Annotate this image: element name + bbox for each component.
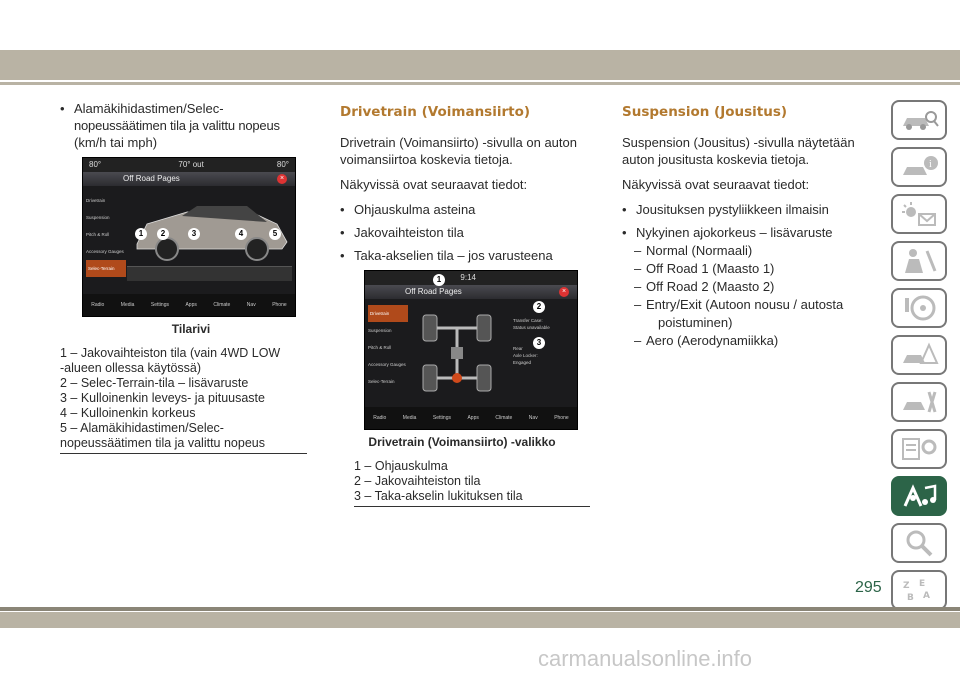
car-info-icon[interactable] (891, 147, 947, 187)
callout-1: 1 (433, 274, 445, 286)
car-warning-icon[interactable] (891, 335, 947, 375)
screen-nav-bar: Radio Media Settings Apps Climate Nav Phone (365, 407, 577, 429)
drivetrain-info: Transfer Case: Status unavailable Rear Axle Locker: Engaged (513, 318, 550, 365)
screen-title-bar: Off Road Pages × (365, 285, 577, 299)
callout-5: 5 (269, 228, 281, 240)
close-icon: × (559, 287, 569, 297)
figure-caption: Tilarivi (171, 322, 211, 336)
callout-3: 3 (188, 228, 200, 240)
sub-item: – Normal (Normaali) (622, 242, 890, 259)
close-icon: × (277, 174, 287, 184)
right-column (622, 100, 890, 350)
status-bar-screen-image (82, 157, 296, 317)
car-search-icon[interactable] (891, 100, 947, 140)
section-heading: Drivetrain (Voimansiirto) (340, 104, 531, 120)
warning-lights-icon[interactable] (891, 194, 947, 234)
svg-text:E: E (919, 579, 926, 589)
svg-text:i: i (929, 159, 932, 170)
index-icon[interactable] (891, 570, 947, 610)
drivetrain-diagram (415, 303, 505, 403)
screen-menu: Drivetrain Suspension Pitch & Roll Accessory Gauges Selec-Terrain (86, 192, 126, 277)
header-band (0, 50, 960, 80)
svg-text:A: A (923, 591, 930, 601)
paragraph: Drivetrain (Voimansiirto) -sivulla on auton voimansiirtoa koskevia tietoja. (340, 135, 577, 167)
person-seatbelt-icon[interactable] (891, 241, 947, 281)
section-heading: Suspension (Jousitus) (622, 104, 788, 120)
sub-item: – Entry/Exit (Autoon nousu / autosta (622, 296, 890, 313)
watermark: carmanualsonline.info (538, 646, 753, 671)
steering-wheel-icon[interactable] (891, 288, 947, 328)
middle-column (340, 100, 604, 507)
screen-menu: Drivetrain Suspension Pitch & Roll Accessory Gauges Selec-Terrain (368, 305, 408, 390)
callout-2: 2 (533, 301, 545, 313)
paragraph: Näkyvissä ovat seuraavat tiedot: (622, 177, 810, 192)
page-number: 295 (855, 579, 882, 596)
bullet-item: • Taka-akselien tila – jos varusteena (340, 247, 604, 264)
svg-text:Z: Z (903, 581, 910, 591)
drivetrain-screen-image (364, 270, 578, 430)
bullet-item: • Jousituksen pystyliikkeen ilmaisin (622, 201, 890, 218)
footer-rule (0, 607, 960, 611)
figure-legend: 1 – Jakovaihteiston tila (vain 4WD LOW -alueen ollessa käytössä) 2 – Selec-Terrain-tila – lisävaruste 3 – Kulloinenkin leveys- ja pituusaste 4 – Kulloinenkin korkeus 5 – Alamäkihidastimen/Selec- nopeussäätimen tila ja valittu nopeus (60, 346, 307, 454)
header-rule (0, 82, 960, 85)
screen-title-bar: Off Road Pages × (83, 172, 295, 186)
screen-nav-bar: Radio Media Settings Apps Climate Nav Phone (83, 294, 295, 316)
sub-item: – Off Road 2 (Maasto 2) (622, 278, 890, 295)
bullet-item: • Alamäkihidastimen/Selec- nopeussäätimen tila ja valittu nopeus (km/h tai mph) (60, 100, 322, 151)
car-tools-icon[interactable] (891, 382, 947, 422)
figure-caption: Drivetrain (Voimansiirto) -valikko (368, 435, 556, 449)
left-column (60, 100, 322, 454)
svg-text:B: B (907, 593, 914, 603)
sub-item-continuation: poistuminen) (658, 315, 733, 330)
sub-item: – Off Road 1 (Maasto 1) (622, 260, 890, 277)
footer-band (0, 612, 960, 628)
callout-2: 2 (157, 228, 169, 240)
paragraph: Suspension (Jousitus) -sivulla näytetään auton jousitusta koskevia tietoja. (622, 135, 855, 167)
sub-item: – Aero (Aerodynamiikka) (622, 332, 890, 349)
chapter-tabs (891, 100, 951, 617)
search-icon[interactable] (891, 523, 947, 563)
screen-status-strip (127, 266, 292, 281)
figure-legend: 1 – Ohjauskulma 2 – Jakovaihteiston tila 3 – Taka-akselin lukituksen tila (354, 459, 590, 507)
bullet-item: • Jakovaihteiston tila (340, 224, 604, 241)
screen-status-bar: 9:14 (365, 271, 577, 285)
specs-gear-icon[interactable] (891, 429, 947, 469)
callout-1: 1 (135, 228, 147, 240)
callout-4: 4 (235, 228, 247, 240)
paragraph: Näkyvissä ovat seuraavat tiedot: (340, 177, 528, 192)
bullet-item: • Nykyinen ajokorkeus – lisävaruste (622, 224, 890, 241)
callout-3: 3 (533, 337, 545, 349)
bullet-item: • Ohjauskulma asteina (340, 201, 604, 218)
screen-status-bar: 80° 70° out 80° (83, 158, 295, 172)
multimedia-icon[interactable] (891, 476, 947, 516)
